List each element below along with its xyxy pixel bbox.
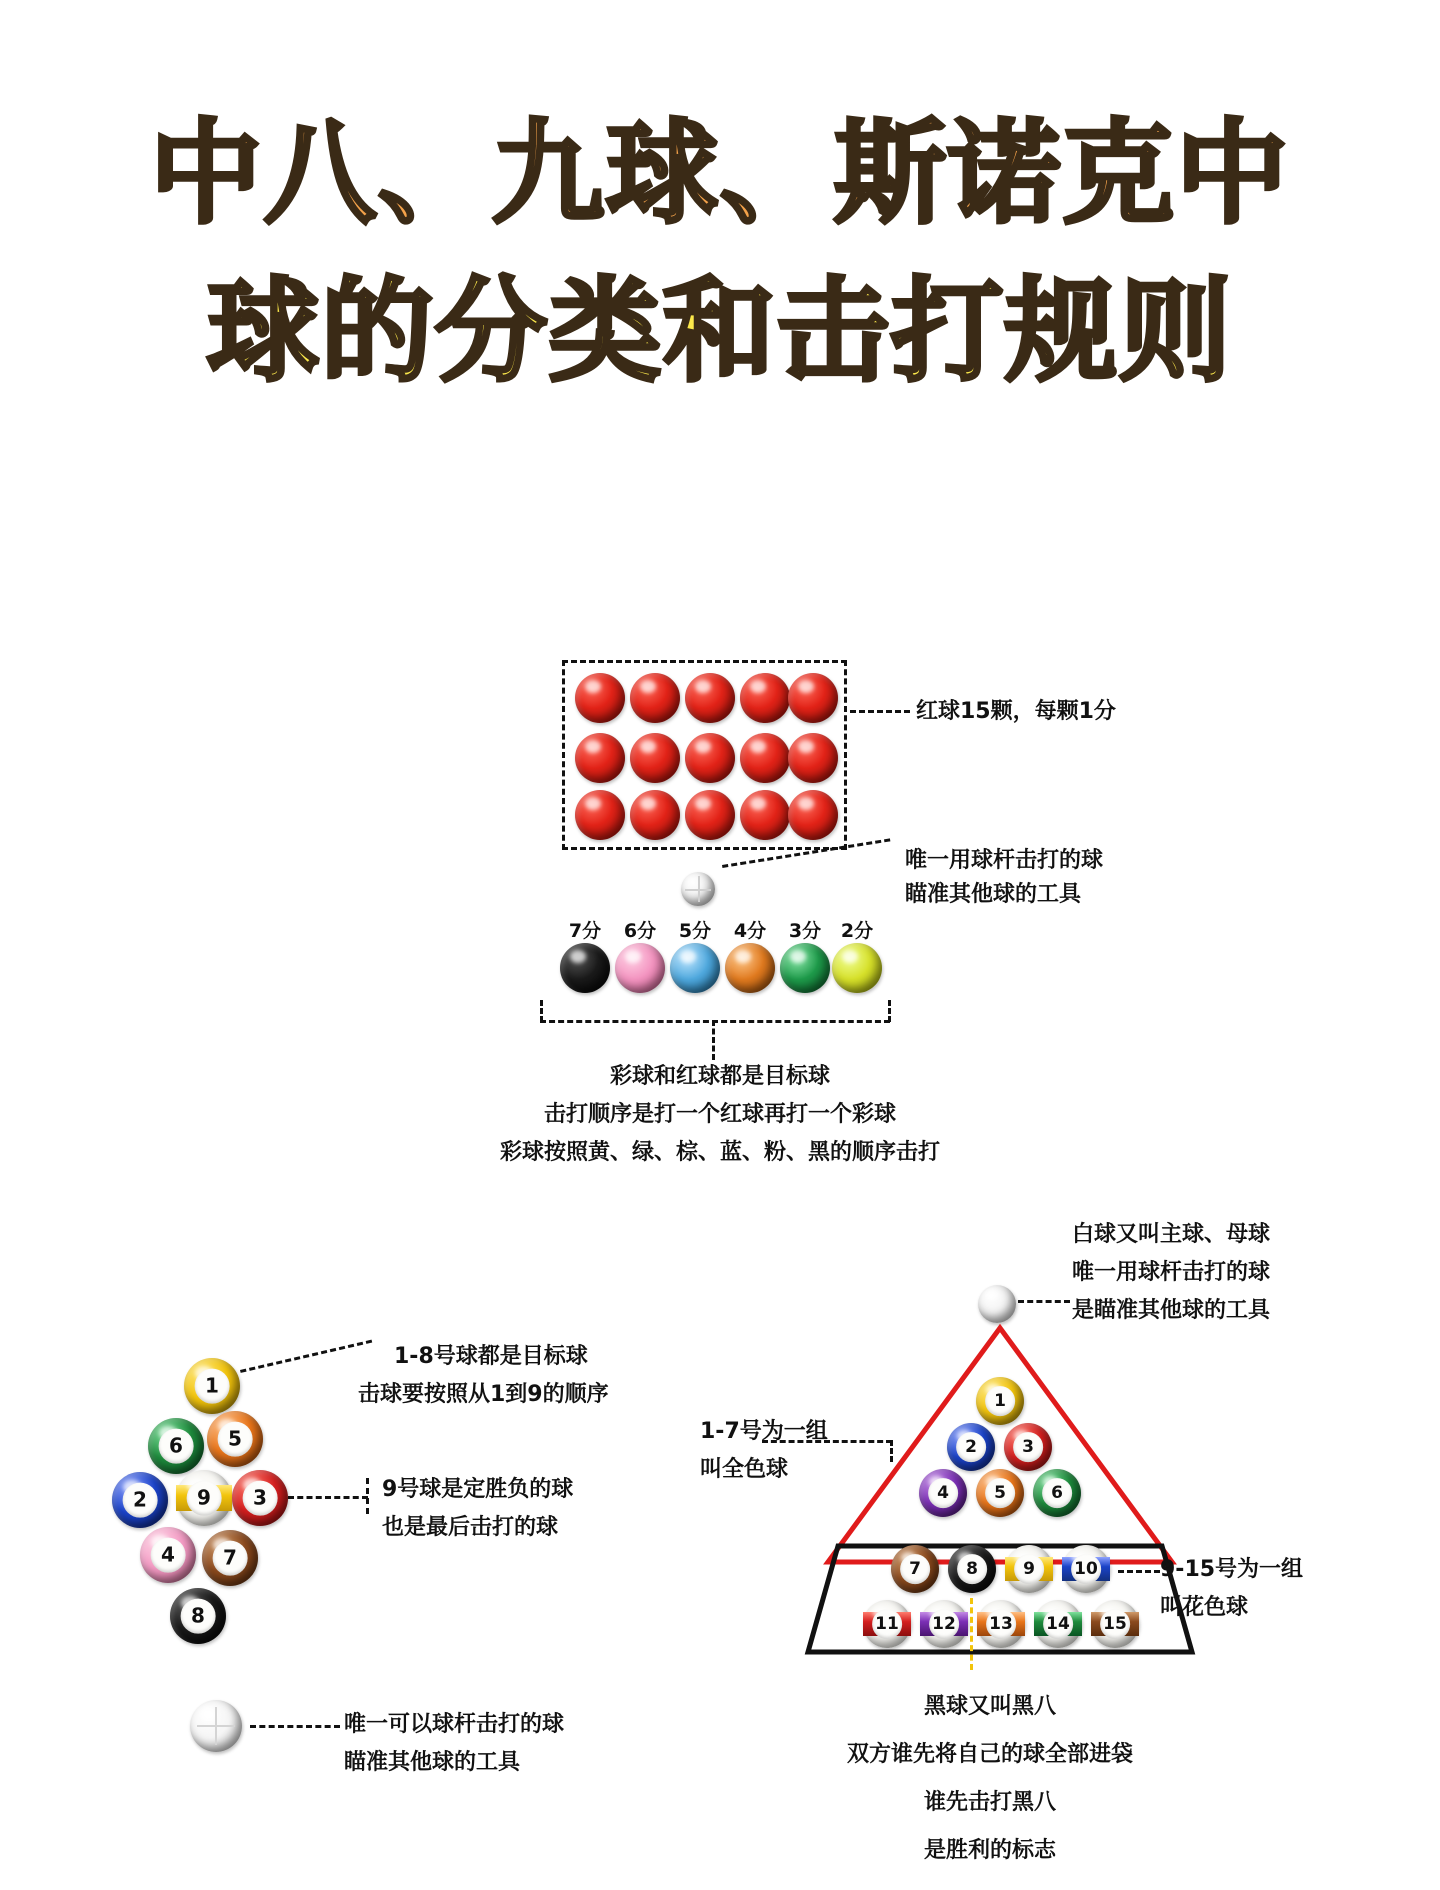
stripes-label-2: 叫花色球 — [1160, 1595, 1249, 1620]
rack-ball-2 — [947, 1423, 995, 1471]
leader-line-solids-v — [890, 1440, 893, 1462]
ball-number: 8 — [181, 1599, 216, 1634]
red-ball — [740, 673, 790, 723]
score-label-5: 5分 — [678, 920, 712, 942]
ball-6 — [148, 1418, 204, 1474]
rack-ball-10 — [1062, 1545, 1110, 1593]
red-ball — [740, 733, 790, 783]
leader-line-reds — [850, 710, 910, 713]
leader-line-nineball-1 — [240, 1340, 372, 1373]
rack-ball-3 — [1004, 1423, 1052, 1471]
rack-ball-5 — [976, 1469, 1024, 1517]
solids-label-1: 1-7号为一组 — [700, 1419, 828, 1444]
red-ball — [788, 673, 838, 723]
nineball-note-2a: 9号球是定胜负的球 — [382, 1477, 574, 1502]
rack-ball-15 — [1091, 1600, 1139, 1648]
red-ball — [630, 733, 680, 783]
snooker-rule-3: 彩球按照黄、绿、棕、蓝、粉、黑的顺序击打 — [499, 1140, 940, 1165]
ball-number: 4 — [928, 1478, 958, 1508]
rack-ball-4 — [919, 1469, 967, 1517]
black-note-1: 黑球又叫黑八 — [923, 1694, 1056, 1719]
black-note-4: 是胜利的标志 — [923, 1838, 1056, 1863]
snooker-rule-2: 击打顺序是打一个红球再打一个彩球 — [543, 1102, 896, 1127]
score-label-4: 4分 — [733, 920, 767, 942]
ball-number: 10 — [1071, 1554, 1101, 1584]
eightball-cue-note-1: 白球又叫主球、母球 — [1072, 1222, 1271, 1247]
rack-ball-7 — [891, 1545, 939, 1593]
black-note-2: 双方谁先将自己的球全部进袋 — [846, 1742, 1133, 1767]
snooker-reds-note: 红球15颗，每颗1分 — [916, 699, 1116, 724]
snooker-rule-1: 彩球和红球都是目标球 — [609, 1064, 830, 1089]
ball-number: 5 — [985, 1478, 1015, 1508]
leader-line-stripes — [1118, 1570, 1160, 1573]
leader-line-cue-nineball — [250, 1725, 340, 1728]
score-label-6: 6分 — [623, 920, 657, 942]
cue-ball — [190, 1700, 242, 1752]
red-ball — [685, 673, 735, 723]
score-label-2: 2分 — [840, 920, 874, 942]
nineball-note-1b: 击球要按照从1到9的顺序 — [358, 1382, 609, 1407]
ball-number: 5 — [218, 1422, 253, 1457]
ball-number: 11 — [872, 1609, 902, 1639]
ball-1 — [184, 1358, 240, 1414]
score-label-7: 7分 — [568, 920, 602, 942]
title-line-1: 中八、九球、斯诺克中 — [150, 109, 1290, 239]
color-ball-pink — [615, 943, 665, 993]
ball-number: 2 — [123, 1483, 158, 1518]
snooker-cue-note-1: 唯一用球杆击打的球 — [905, 848, 1104, 873]
leader-line-cue-eightball — [1018, 1300, 1070, 1303]
color-ball-blue — [670, 943, 720, 993]
color-ball-yellow — [832, 943, 882, 993]
red-ball — [740, 790, 790, 840]
red-ball — [575, 673, 625, 723]
color-ball-brown — [725, 943, 775, 993]
rack-ball-6 — [1033, 1469, 1081, 1517]
ball-number: 3 — [243, 1481, 278, 1516]
ball-number: 9 — [187, 1481, 222, 1516]
rack-ball-13 — [977, 1600, 1025, 1648]
page-title — [0, 108, 1440, 398]
solids-group-outline — [820, 1320, 1180, 1570]
ball-8 — [170, 1588, 226, 1644]
ball-number: 13 — [986, 1609, 1016, 1639]
nineball-cue-note-2: 瞄准其他球的工具 — [344, 1750, 521, 1775]
eightball-cue-note-2: 唯一用球杆击打的球 — [1072, 1260, 1271, 1285]
leader-line-black-ball — [970, 1598, 973, 1670]
title-line-2: 球的分类和击打规则 — [207, 267, 1233, 397]
nineball-note-1a: 1-8号球都是目标球 — [394, 1344, 588, 1369]
red-ball — [575, 790, 625, 840]
ball-number: 7 — [213, 1541, 248, 1576]
color-ball-green — [780, 943, 830, 993]
ball-number: 7 — [900, 1554, 930, 1584]
ball-number: 1 — [195, 1369, 230, 1404]
red-ball — [685, 790, 735, 840]
solids-label-2: 叫全色球 — [700, 1457, 789, 1482]
ball-number: 8 — [957, 1554, 987, 1584]
ball-number: 14 — [1043, 1609, 1073, 1639]
eightball-cue-note-3: 是瞄准其他球的工具 — [1072, 1298, 1271, 1323]
rack-ball-8 — [948, 1545, 996, 1593]
stripes-label-1: 9-15号为一组 — [1160, 1557, 1304, 1582]
red-ball — [630, 673, 680, 723]
color-ball-black — [560, 943, 610, 993]
ball-9 — [176, 1470, 232, 1526]
ball-number: 3 — [1013, 1432, 1043, 1462]
red-ball — [575, 733, 625, 783]
leader-line-nineball-2-v — [366, 1478, 369, 1514]
red-ball — [685, 733, 735, 783]
ball-5 — [207, 1411, 263, 1467]
rack-ball-14 — [1034, 1600, 1082, 1648]
ball-number: 1 — [985, 1386, 1015, 1416]
black-note-3: 谁先击打黑八 — [923, 1790, 1056, 1815]
bracket-left — [540, 1000, 543, 1022]
leader-line-nineball-2 — [288, 1496, 368, 1499]
red-ball — [788, 790, 838, 840]
bracket-bottom — [540, 1020, 890, 1023]
rack-ball-9 — [1005, 1545, 1053, 1593]
bracket-right — [888, 1000, 891, 1022]
rack-ball-11 — [863, 1600, 911, 1648]
ball-number: 6 — [1042, 1478, 1072, 1508]
score-label-3: 3分 — [788, 920, 822, 942]
ball-number: 2 — [956, 1432, 986, 1462]
ball-number: 12 — [929, 1609, 959, 1639]
ball-number: 4 — [151, 1538, 186, 1573]
ball-2 — [112, 1472, 168, 1528]
cue-ball — [681, 872, 715, 906]
cue-ball — [978, 1285, 1016, 1323]
snooker-cue-note-2: 瞄准其他球的工具 — [905, 882, 1082, 907]
red-ball — [630, 790, 680, 840]
ball-number: 6 — [159, 1429, 194, 1464]
rack-ball-12 — [920, 1600, 968, 1648]
ball-number: 15 — [1100, 1609, 1130, 1639]
ball-7 — [202, 1530, 258, 1586]
nineball-cue-note-1: 唯一可以球杆击打的球 — [344, 1712, 565, 1737]
bracket-stem — [712, 1020, 715, 1060]
red-ball — [788, 733, 838, 783]
ball-4 — [140, 1527, 196, 1583]
ball-3 — [232, 1470, 288, 1526]
nineball-note-2b: 也是最后击打的球 — [382, 1515, 559, 1540]
ball-number: 9 — [1014, 1554, 1044, 1584]
rack-ball-1 — [976, 1377, 1024, 1425]
